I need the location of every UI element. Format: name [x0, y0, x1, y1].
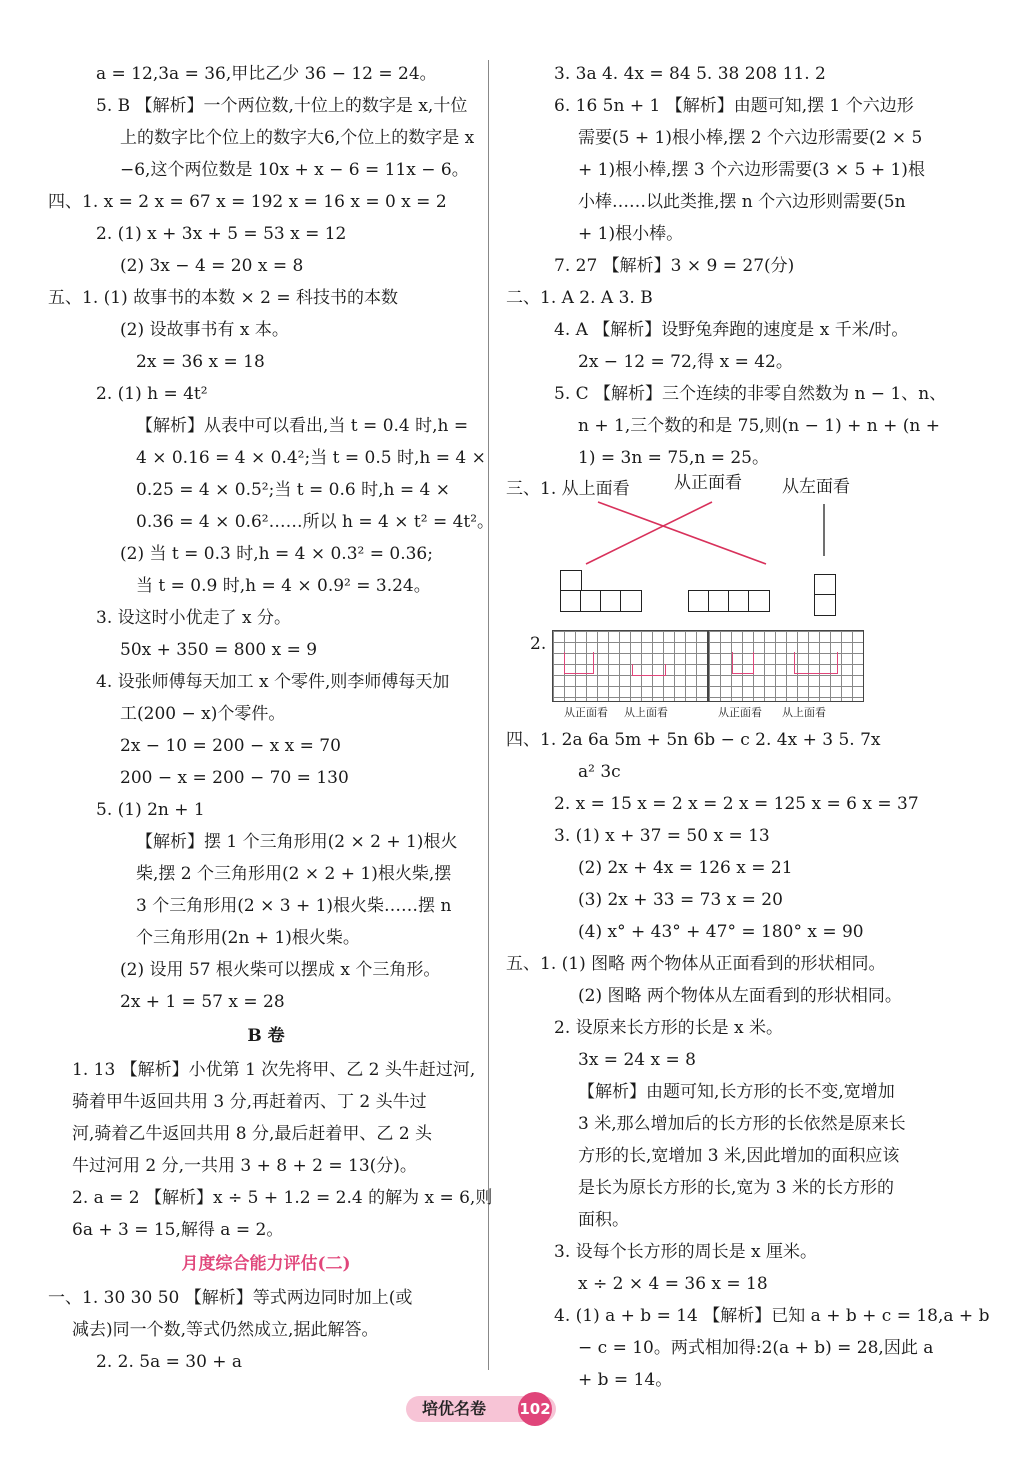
answer-line: (2) 当 t = 0.3 时,h = 4 × 0.3² = 0.36; — [120, 544, 433, 564]
view-square — [814, 574, 836, 596]
view-square — [688, 590, 710, 612]
answer-line: 五、1. (1) 故事书的本数 × 2 = 科技书的本数 — [48, 288, 399, 308]
answer-line: 4 × 0.16 = 4 × 0.4²;当 t = 0.5 时,h = 4 × — [136, 448, 486, 468]
connector-top-to-front — [598, 502, 766, 564]
footer-brand: 培优名卷 — [422, 1399, 487, 1418]
answer-line: x ÷ 2 × 4 = 36 x = 18 — [578, 1274, 768, 1294]
answer-line: 200 − x = 200 − 70 = 130 — [120, 768, 349, 788]
right-column-bottom — [506, 724, 990, 1396]
answer-line: 是长为原长方形的长,宽为 3 米的长方形的 — [578, 1178, 895, 1198]
column-divider — [488, 60, 489, 1370]
grid-label: 从正面看 — [718, 706, 762, 719]
answer-line: 5. B 【解析】一个两位数,十位上的数字是 x,十位 — [96, 96, 468, 116]
view-square — [620, 590, 642, 612]
answer-line: 【解析】摆 1 个三角形用(2 × 2 + 1)根火 — [136, 832, 458, 852]
answer-line: 0.36 = 4 × 0.6²……所以 h = 4 × t² = 4t²。 — [136, 512, 495, 532]
answer-line: n + 1,三个数的和是 75,则(n − 1) + n + (n + — [578, 416, 941, 436]
answer-line: + b = 14。 — [578, 1370, 673, 1390]
answer-line: 2. 设原来长方形的长是 x 米。 — [554, 1018, 784, 1038]
answer-line: 2x + 1 = 57 x = 28 — [120, 992, 285, 1012]
answer-line: 7. 27 【解析】3 × 9 = 27(分) — [554, 256, 795, 276]
grid-label: 从上面看 — [624, 706, 668, 719]
answer-line: 5. (1) 2n + 1 — [96, 800, 205, 820]
answer-line: 2x − 12 = 72,得 x = 42。 — [578, 352, 793, 372]
answer-line: 四、1. x = 2 x = 67 x = 192 x = 16 x = 0 x = 2 — [48, 192, 447, 212]
right-column-top — [506, 58, 947, 474]
answer-line: 1. 13 【解析】小优第 1 次先将甲、乙 2 头牛赶过河, — [72, 1060, 476, 1080]
answer-line: (2) 2x + 4x = 126 x = 21 — [578, 858, 793, 878]
answer-line: 2. (1) x + 3x + 5 = 53 x = 12 — [96, 224, 347, 244]
answer-line: (4) x° + 43° + 47° = 180° x = 90 — [578, 922, 864, 942]
answer-line: 四、1. 2a 6a 5m + 5n 6b − c 2. 4x + 3 5. 7x — [506, 730, 881, 750]
answer-line: 3x = 24 x = 8 — [578, 1050, 696, 1070]
answer-line: 工(200 − x)个零件。 — [120, 704, 286, 724]
answer-line: 上的数字比个位上的数字大6,个位上的数字是 x — [120, 128, 475, 148]
answer-line: 3. 3a 4. 4x = 84 5. 38 208 11. 2 — [554, 64, 826, 84]
answer-line: 【解析】由题可知,长方形的长不变,宽增加 — [578, 1082, 895, 1102]
answer-line: 2. (1) h = 4t² — [96, 384, 208, 404]
answer-line: 2x = 36 x = 18 — [136, 352, 265, 372]
answer-line: 当 t = 0.9 时,h = 4 × 0.9² = 3.24。 — [136, 576, 431, 596]
assessment-title: 月度综合能力评估(二) — [181, 1254, 351, 1274]
left-column — [48, 58, 495, 1378]
answer-line: a² 3c — [578, 762, 621, 782]
answer-line: 减去)同一个数,等式仍然成立,据此解答。 — [72, 1320, 379, 1340]
views-figure — [506, 474, 934, 624]
grid-shape-outline — [794, 652, 838, 674]
answer-line: + 1)根小棒,摆 3 个六边形需要(3 × 5 + 1)根 — [578, 160, 925, 180]
answer-line: 方形的长,宽增加 3 米,因此增加的面积应该 — [578, 1146, 900, 1166]
section-heading: B 卷 — [247, 1026, 285, 1046]
answer-line: −6,这个两位数是 10x + x − 6 = 11x − 6。 — [120, 160, 469, 180]
answer-line: a = 12,3a = 36,甲比乙少 36 − 12 = 24。 — [96, 64, 437, 84]
answer-line: (2) 设故事书有 x 本。 — [120, 320, 289, 340]
answer-line: 3. (1) x + 37 = 50 x = 13 — [554, 826, 770, 846]
views-front-label: 从正面看 — [674, 473, 742, 493]
grid-q-label: 2. — [530, 634, 547, 654]
answer-line: − c = 10。两式相加得:2(a + b) = 28,因此 a — [578, 1338, 934, 1358]
answer-line: 3. 设每个长方形的周长是 x 厘米。 — [554, 1242, 818, 1262]
answer-line: 骑着甲牛返回共用 3 分,再赶着丙、丁 2 头牛过 — [72, 1092, 427, 1112]
answer-line: 4. A 【解析】设野兔奔跑的速度是 x 千米/时。 — [554, 320, 909, 340]
view-square — [580, 590, 602, 612]
answer-line: 2x − 10 = 200 − x x = 70 — [120, 736, 341, 756]
answer-line: 5. C 【解析】三个连续的非零自然数为 n − 1、n、 — [554, 384, 947, 404]
views-q-label: 三、1. 从上面看 — [506, 479, 630, 499]
answer-line: 2. x = 15 x = 2 x = 2 x = 125 x = 6 x = 37 — [554, 794, 919, 814]
view-square — [560, 570, 582, 592]
views-left-label: 从左面看 — [782, 477, 850, 497]
answer-line: 3 个三角形用(2 × 3 + 1)根火柴……摆 n — [136, 896, 452, 916]
answer-line: 【解析】从表中可以看出,当 t = 0.4 时,h = — [136, 416, 469, 436]
grid-label: 从正面看 — [564, 706, 608, 719]
answer-line: (2) 3x − 4 = 20 x = 8 — [120, 256, 304, 276]
grid-shape-outline — [632, 664, 666, 676]
answer-line: 小棒……以此类推,摆 n 个六边形则需要(5n — [578, 192, 906, 212]
answer-line: 3. 设这时小优走了 x 分。 — [96, 608, 292, 628]
view-square — [748, 590, 770, 612]
answer-line: 二、1. A 2. A 3. B — [506, 288, 653, 308]
answer-line: 50x + 350 = 800 x = 9 — [120, 640, 318, 660]
answer-line: 一、1. 30 30 50 【解析】等式两边同时加上(或 — [48, 1288, 413, 1308]
grid-shape-outline — [564, 652, 594, 674]
answer-line: (2) 图略 两个物体从左面看到的形状相同。 — [578, 986, 902, 1006]
page-number: 102 — [518, 1392, 552, 1426]
answer-line: 河,骑着乙牛返回共用 8 分,最后赶着甲、乙 2 头 — [72, 1124, 433, 1144]
answer-line: 个三角形用(2n + 1)根火柴。 — [136, 928, 360, 948]
grid-figure — [506, 624, 934, 724]
answer-line: 3 米,那么增加后的长方形的长依然是原来长 — [578, 1114, 906, 1134]
answer-line: 五、1. (1) 图略 两个物体从正面看到的形状相同。 — [506, 954, 886, 974]
connector-front-to-top — [586, 502, 712, 564]
answer-line: 6. 16 5n + 1 【解析】由题可知,摆 1 个六边形 — [554, 96, 914, 116]
view-square — [600, 590, 622, 612]
grid-shape-outline — [732, 652, 754, 674]
view-square — [560, 590, 582, 612]
answer-line: (3) 2x + 33 = 73 x = 20 — [578, 890, 783, 910]
right-column — [506, 58, 990, 1396]
answer-line: 1) = 3n = 75,n = 25。 — [578, 448, 769, 468]
answer-line: + 1)根小棒。 — [578, 224, 684, 244]
answer-line: 面积。 — [578, 1210, 629, 1230]
answer-line: 柴,摆 2 个三角形用(2 × 2 + 1)根火柴,摆 — [136, 864, 452, 884]
answer-line: (2) 设用 57 根火柴可以摆成 x 个三角形。 — [120, 960, 441, 980]
view-square — [814, 594, 836, 616]
view-square — [728, 590, 750, 612]
answer-line: 4. 设张师傅每天加工 x 个零件,则李师傅每天加 — [96, 672, 450, 692]
view-square — [708, 590, 730, 612]
answer-line: 需要(5 + 1)根小棒,摆 2 个六边形需要(2 × 5 — [578, 128, 923, 148]
answer-line: 6a + 3 = 15,解得 a = 2。 — [72, 1220, 284, 1240]
answer-line: 牛过河用 2 分,一共用 3 + 8 + 2 = 13(分)。 — [72, 1156, 417, 1176]
grid-label: 从上面看 — [782, 706, 826, 719]
answer-line: 0.25 = 4 × 0.5²;当 t = 0.6 时,h = 4 × — [136, 480, 450, 500]
answer-line: 2. a = 2 【解析】x ÷ 5 + 1.2 = 2.4 的解为 x = 6,则 — [72, 1188, 493, 1208]
answer-line: 2. 2. 5a = 30 + a — [96, 1352, 243, 1372]
answer-line: 4. (1) a + b = 14 【解析】已知 a + b + c = 18,a + b — [554, 1306, 990, 1326]
